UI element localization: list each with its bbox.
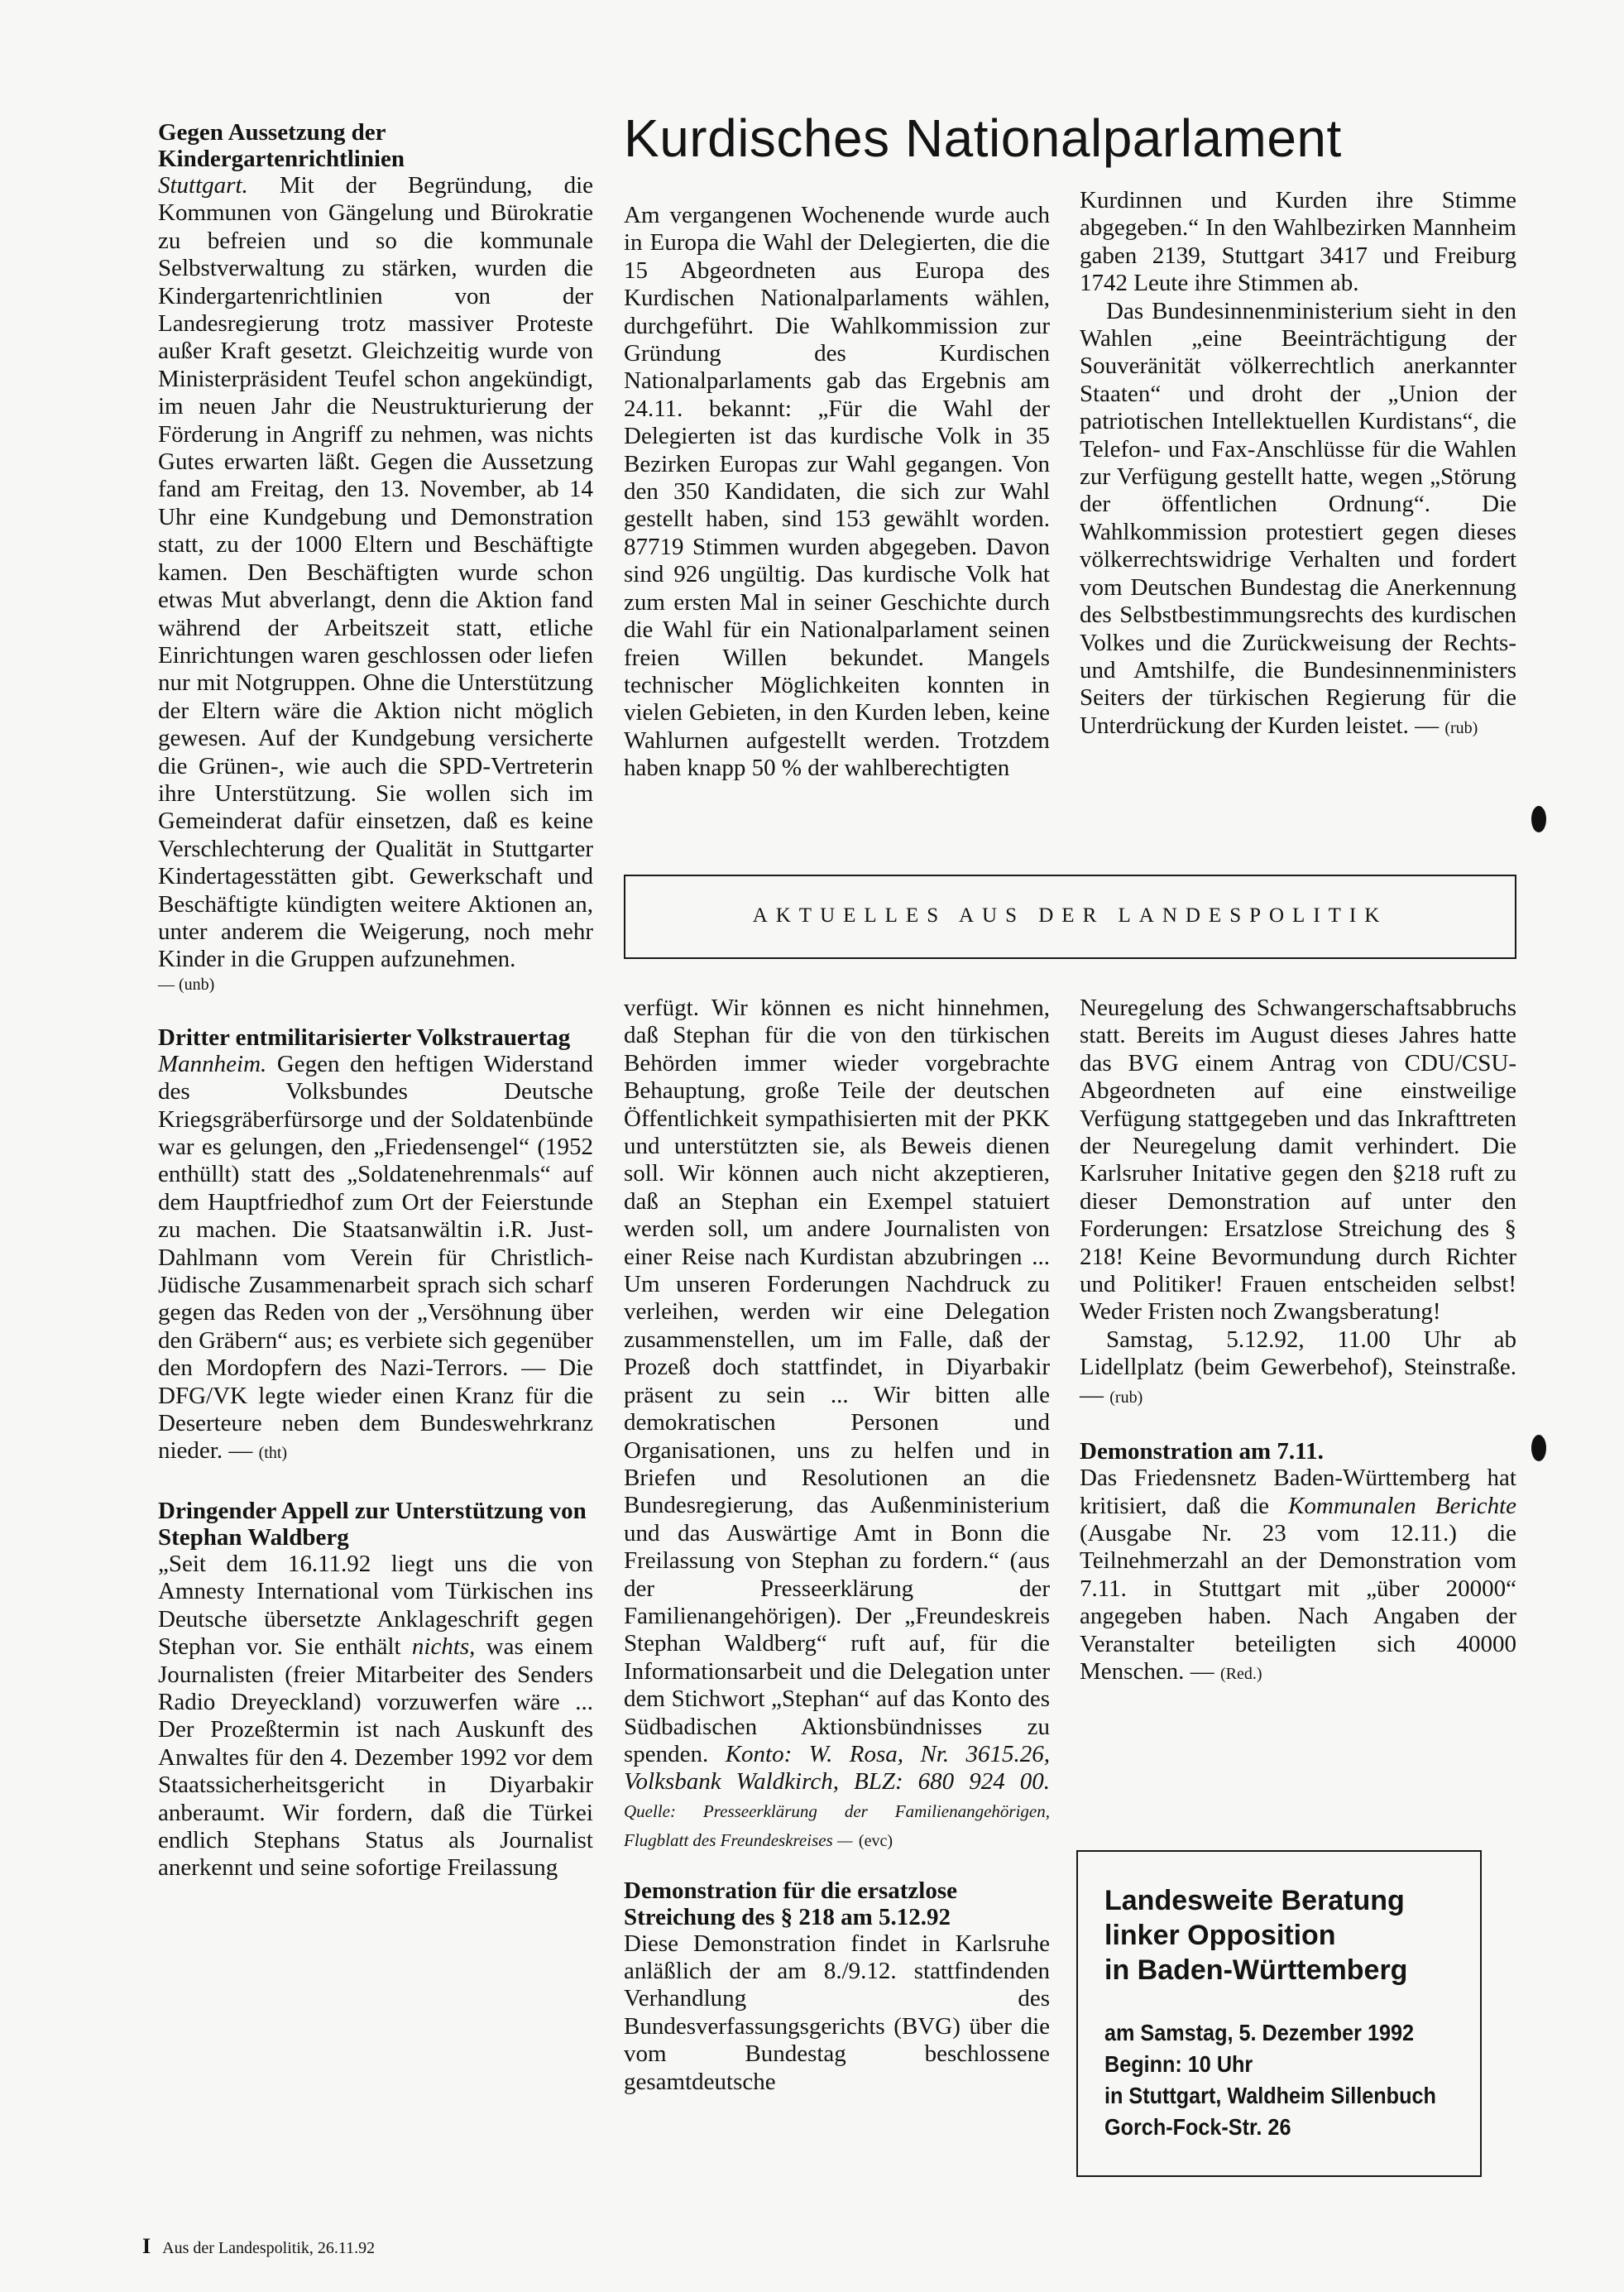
kurd-text-3-body: Das Bundesinnenministerium sieht in den Wahlen „eine Beeinträchtigung der Souveränität völkerrechtlich anerkannter Staaten“ und droht der „Union der patriotischen Intellektuellen Kurdistans“, die Telefon- und Fax-Anschlüsse für die Wahlen zur Verfügung gestellt hatte, wegen „Störung der öffentlichen Ordnung“. Die Wahlkommission protestiert gegen dieses völkerrechtswidrige Verhalten und fordert vom Deutschen Bundestag die Anerkennung des Selbstbestimmungsrechts des kurdischen Volkes und die Zurückweisung der Rechts- und Amtshilfe, die Bundesinnenministers Seiters der türkischen Regierung für die Unterdrückung der Kurden leistet. — bbox=[1080, 297, 1516, 739]
headline-waldberg: Dringender Appell zur Unterstützung von Stephan Waldberg bbox=[158, 1497, 587, 1551]
section-bar-label: AKTUELLES AUS DER LANDESPOLITIK bbox=[752, 904, 1388, 927]
announcement-time: Beginn: 10 Uhr bbox=[1104, 2051, 1253, 2077]
article-waldberg bbox=[158, 1551, 593, 1882]
source-note: Quelle: Presseerklärung der Familienangehörigen, Flugblatt des Freundeskreises — bbox=[624, 1801, 1050, 1851]
article-volkstrauertag bbox=[158, 1051, 593, 1468]
column-left bbox=[158, 119, 593, 1882]
article-demo-emphasis: Kommunalen Berichte bbox=[1288, 1492, 1517, 1519]
bank-account: Konto: W. Rosa, Nr. 3615.26, Volksbank Waldkirch, BLZ: 680 924 00. bbox=[624, 1740, 1051, 1796]
signature-tht: (tht) bbox=[258, 1444, 288, 1463]
article-kindergarten bbox=[158, 172, 593, 974]
announcement-place: in Stuttgart, Waldheim Sillenbuch bbox=[1104, 2083, 1436, 2108]
dateline-stuttgart: Stuttgart. bbox=[158, 172, 248, 199]
kurd-column-2 bbox=[1080, 187, 1516, 742]
signature-evc: (evc) bbox=[858, 1832, 893, 1851]
article-kindergarten-body: Mit der Begründung, die Kommunen von Gängelung und Bürokratie zu befreien und so die kommunale Selbstverwaltung zu stärken, wurden die Kindergartenrichtlinien von der Landesregierung trotz massiver Proteste außer Kraft gesetzt. Gleichzeitig wurde von Ministerpräsident Teufel schon angekündigt, im neuen Jahr die Neustrukturierung der Förderung in Angriff zu nehmen, was nichts Gutes erwarten läßt. Gegen die Aussetzung fand am Freitag, den 13. November, ab 14 Uhr eine Kundgebung und Demonstration statt, zu der 1000 Eltern und Beschäftigte kamen. Den Beschäftigten wurde schon etwas Mut abverlangt, denn die Aktion fand während der Arbeitszeit statt, etliche Einrichtungen waren geschlossen oder liefen nur mit Notgruppen. Ohne die Unterstützung der Eltern wäre die Aktion nicht möglich gewesen. Auf der Kundgebung versicherte die Grünen-, wie auch die SPD-Vertreterin ihre Unterstützung. Sie wollen sich im Gemeinderat dafür einsetzen, daß es keine Verschlechterung der Qualität in Stuttgarter Kindertagesstätten gibt. Gewerkschaft und Beschäftigte kündigten weitere Aktionen an, unter anderem die Weigerung, noch mehr Kinder in die Gruppen aufzunehmen. bbox=[158, 172, 593, 973]
signature-red: (Red.) bbox=[1219, 1664, 1262, 1683]
dateline-mannheim: Mannheim. bbox=[158, 1050, 267, 1077]
headline-demo-7-11: Demonstration am 7.11. bbox=[1080, 1438, 1324, 1465]
article-demo-7-11 bbox=[1080, 1465, 1516, 1688]
column-middle bbox=[624, 995, 1050, 2096]
paragraph-218-continued: Neuregelung des Schwangerschaftsabbruchs statt. Bereits im August dieses Jahres hatte das BVG einem Antrag von CDU/CSU-Abgeordneten auf eine einstweilige Verfügung stattgegeben und das Inkrafttreten der Neuregelung damit verhindert. Die Karlsruher Initative gegen den §218 ruft zu dieser Demonstration auf unter den Forderungen: Ersatzlose Streichung des § 218! Keine Bevormundung durch Richter und Politiker! Frauen entscheiden selbst! Weder Fristen noch Zwangsberatung! bbox=[1080, 995, 1516, 1326]
page-title: Kurdisches Nationalparlament bbox=[624, 108, 1342, 168]
article-demo-text-b: (Ausgabe Nr. 23 vom 12.11.) die Teilnehmerzahl an der Demonstration vom 7.11. in Stuttgart mit „über 20000“ angegeben haben. Nach Angaben der Veranstalter beteiligten sich 40000 Menschen. — bbox=[1080, 1519, 1516, 1685]
announcement-street: Gorch-Fock-Str. 26 bbox=[1104, 2114, 1291, 2140]
article-waldberg-text-a: „Seit dem 16.11.92 liegt uns die von Amnesty International vom Türkischen ins Deutsche übersetzte Anklageschrift gegen Stephan vor. Sie enthält bbox=[158, 1550, 593, 1661]
waldberg-continued bbox=[624, 995, 1050, 1856]
article-demo-text-a: Das Friedensnetz Baden-Württemberg hat kritisiert, daß die bbox=[1080, 1465, 1516, 1519]
signature-rub-218: (rub) bbox=[1109, 1388, 1143, 1407]
article-paragraph-218: Diese Demonstration findet in Karlsruhe anläßlich der am 8./9.12. stattfindenden Verhandlung des Bundesverfassungsgerichts (BVG) über die vom Bundestag beschlossene gesamtdeutsche bbox=[624, 1930, 1050, 2095]
announcement-title-line-3: in Baden-Württemberg bbox=[1104, 1954, 1408, 1986]
kurd-text-3 bbox=[1080, 298, 1516, 743]
article-waldberg-emphasis: nichts, bbox=[411, 1633, 476, 1661]
signature-rub-kurd: (rub) bbox=[1444, 718, 1478, 737]
kurd-text-2: Kurdinnen und Kurden ihre Stimme abgegeben.“ In den Wahlbezirken Mannheim gaben 2139, Stuttgart 3417 und Freiburg 1742 Leute ihre Stimmen ab. bbox=[1080, 187, 1516, 297]
column-right bbox=[1080, 995, 1516, 1688]
paragraph-218-date-body: Samstag, 5.12.92, 11.00 Uhr ab Lidellplatz (beim Gewerbehof), Steinstraße. — bbox=[1080, 1326, 1516, 1408]
kurd-column-1 bbox=[624, 202, 1050, 783]
waldberg-continued-body: verfügt. Wir können es nicht hinnehmen, daß Stephan für die von den türkischen Behörden immer wieder vorgebrachte Behauptung, große Teile der deutschen Öffentlichkeit sympathisierten mit der PKK und unterstützten sie, als Beweis dienen soll. Wir können auch nicht akzeptieren, daß an Stephan ein Exempel statuiert werden soll, um andere Journalisten von einer Reise nach Kurdistan abzubringen ... Um unseren Forderungen Nachdruck zu verleihen, werden wir eine Delegation zusammenstellen, um im Falle, daß der Prozeß doch stattfindet, in Diyarbakir präsent zu sein ... Wir bitten alle demokratischen Personen und Organisationen, uns zu helfen und in Briefen und Resolutionen an die Bundesregierung, das Außenministerium und das Auswärtige Amt in Bonn die Freilassung von Stephan zu fordern.“ (aus der Presseerklärung der Familienangehörigen). Der „Freundeskreis Stephan Waldberg“ ruft auf, für die Informationsarbeit und die Delegation unter dem Stichwort „Stephan“ auf das Konto des Südbadischen Aktionsbündnisses zu spenden. bbox=[624, 995, 1050, 1767]
signature-unb: — (unb) bbox=[158, 975, 215, 994]
kurd-text-1: Am vergangenen Wochenende wurde auch in Europa die Wahl der Delegierten, die die 15 Abgeordneten aus Europa des Kurdischen Nationalparlaments wählen, durchgeführt. Die Wahlkommission zur Gründung des Kurdischen Nationalparlaments gab das Ergebnis am 24.11. bekannt: „Für die Wahl der Delegierten ist das kurdische Volk in 35 Bezirken Europas zur Wahl gegangen. Von den 350 Kandidaten, die sich zur Wahl gestellt haben, sind 153 gewählt worden. 87719 Stimmen wurden abgegeben. Davon sind 926 ungültig. Das kurdische Volk hat zum ersten Mal in seiner Geschichte durch die Wahl für ein Nationalparlament seinen freien Willen bekundet. Mangels technischer Möglichkeiten konnten in vielen Gebieten, in den Kurden leben, keine Wahlurnen aufgestellt werden. Trotzdem haben knapp 50 % der wahlberechtigten bbox=[624, 202, 1050, 782]
announcement-date: am Samstag, 5. Dezember 1992 bbox=[1104, 2020, 1415, 2045]
footer-text: Aus der Landespolitik, 26.11.92 bbox=[162, 2239, 376, 2257]
announcement-title bbox=[1104, 1883, 1407, 1988]
punch-hole-mark-top bbox=[1531, 806, 1546, 832]
headline-kindergarten: Gegen Aussetzung der Kindergartenrichtlinien bbox=[158, 119, 405, 172]
section-bar bbox=[624, 875, 1516, 959]
page-footer bbox=[142, 2234, 375, 2259]
announcement-details bbox=[1104, 2017, 1436, 2143]
announcement-title-line-2: linker Opposition bbox=[1104, 1920, 1336, 1951]
article-waldberg-text-b: was einem Journalisten (freier Mitarbeiter des Senders Radio Dreyeckland) vorzuwerfen wäre ... Der Prozeßtermin ist nach Auskunft des Anwaltes für den 4. Dezember 1992 vor dem Staatssicherheitsgericht in Diyarbakir anberaumt. Wir fordern, daß die Türkei endlich Stephans Status als Journalist anerkennt und seine sofortige Freilassung bbox=[158, 1633, 593, 1882]
page-number: I bbox=[142, 2234, 151, 2258]
headline-paragraph-218: Demonstration für die ersatzlose Streichung des § 218 am 5.12.92 bbox=[624, 1877, 957, 1930]
headline-volkstrauertag: Dritter entmilitarisierter Volkstrauertag bbox=[158, 1024, 571, 1051]
article-volkstrauertag-body: Gegen den heftigen Widerstand des Volksbundes Deutsche Kriegsgräberfürsorge und der Soldatenbünde war es gelungen, den „Friedensengel“ (1952 enthüllt) statt des „Soldatenehrenmals“ auf dem Hauptfriedhof zum Ort der Feierstunde zu machen. Die Staatsanwältin i.R. Just-Dahlmann vom Verein für Christlich-Jüdische Zusammenarbeit sprach sich scharf gegen das Reden von der „Versöhnung über den Gräbern“ aus; es verbiete sich gegenüber den Mordopfern des Nazi-Terrors. — Die DFG/VK legte wieder einen Kranz für die Deserteure neben dem Bundeswehrkranz nieder. — bbox=[158, 1050, 594, 1465]
paragraph-218-date bbox=[1080, 1326, 1516, 1412]
punch-hole-mark-bottom bbox=[1531, 1435, 1546, 1461]
announcement-box bbox=[1076, 1850, 1482, 2177]
announcement-title-line-1: Landesweite Beratung bbox=[1104, 1885, 1405, 1916]
